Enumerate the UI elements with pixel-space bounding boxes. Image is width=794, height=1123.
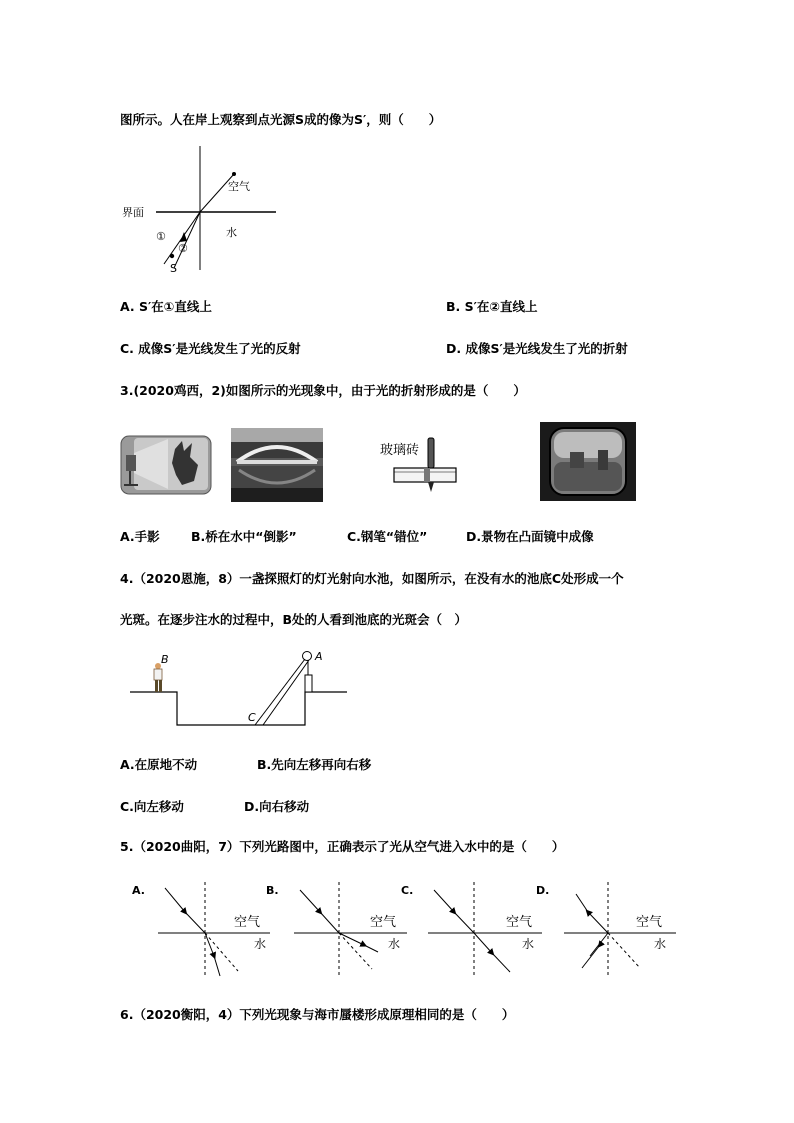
figure-b-air: 空气	[370, 915, 397, 930]
q4-option-a[interactable]: A.在原地不动	[120, 757, 198, 772]
label-c: C	[248, 711, 256, 724]
q2-option-b[interactable]: B. S′在②直线上	[446, 299, 538, 314]
q2-figure	[118, 140, 283, 275]
pool-outline	[130, 692, 347, 725]
figure-a	[132, 882, 270, 976]
q3-option-b[interactable]: B.桥在水中“倒影”	[191, 529, 297, 544]
q4-stem-line2: 光斑。在逐步注水的过程中，B处的人看到池底的光斑会（ ）	[120, 612, 468, 627]
figure-b-water: 水	[388, 937, 401, 951]
mark-2: ②	[178, 242, 188, 255]
figure-d-letter: D.	[536, 884, 550, 897]
figure-a-letter: A.	[132, 884, 145, 897]
beam-2	[263, 660, 309, 725]
label-s: S	[170, 262, 177, 275]
line-2	[174, 212, 200, 268]
q3-option-a[interactable]: A.手影	[120, 529, 160, 544]
figure-a-air: 空气	[234, 915, 261, 930]
label-a: A	[315, 650, 323, 663]
q3-option-d[interactable]: D.景物在凸面镜中成像	[466, 529, 594, 544]
q4-option-c[interactable]: C.向左移动	[120, 799, 184, 814]
bridge-reflection-image	[231, 428, 323, 502]
label-interface: 界面	[122, 206, 144, 219]
q2-option-d[interactable]: D. 成像S′是光线发生了光的折射	[446, 341, 628, 356]
q2-option-c[interactable]: C. 成像S′是光线发生了光的反射	[120, 341, 301, 356]
figure-d-water: 水	[654, 937, 667, 951]
figure-c-air: 空气	[506, 915, 533, 930]
q5-figures	[120, 876, 680, 981]
label-b: B	[161, 653, 169, 666]
q4-option-d[interactable]: D.向右移动	[244, 799, 310, 814]
pen-glass-brick-image	[378, 432, 470, 494]
ray-arrow	[180, 232, 187, 242]
beam-1	[255, 659, 305, 725]
figure-a-water: 水	[254, 937, 267, 951]
figure-c-water: 水	[522, 937, 535, 951]
eye-point	[232, 172, 236, 176]
figure-b-letter: B.	[266, 884, 279, 897]
figure-c-letter: C.	[401, 884, 414, 897]
figure-b	[266, 882, 407, 976]
mark-1: ①	[156, 230, 166, 243]
source-point	[170, 254, 174, 258]
q4-option-b[interactable]: B.先向左移再向右移	[257, 757, 372, 772]
q3-stem: 3.(2020鸡西，2)如图所示的光现象中，由于光的折射形成的是（ ）	[120, 383, 526, 398]
glass-brick-label: 玻璃砖	[380, 443, 420, 458]
q5-stem: 5.（2020曲阳，7）下列光路图中，正确表示了光从空气进入水中的是（ ）	[120, 839, 565, 854]
figure-c	[401, 882, 542, 976]
q4-figure	[125, 645, 350, 730]
hand-shadow-image	[120, 435, 212, 495]
q2-option-a[interactable]: A. S′在①直线上	[120, 299, 212, 314]
q3-option-c[interactable]: C.钢笔“错位”	[347, 529, 428, 544]
q2-stem: 图所示。人在岸上观察到点光源S成的像为S′，则（ ）	[120, 112, 442, 127]
convex-mirror-image	[540, 422, 636, 501]
figure-d	[536, 882, 676, 976]
searchlight	[303, 652, 312, 661]
q4-stem-line1: 4.（2020恩施，8）一盏探照灯的灯光射向水池，如图所示，在没有水的池底C处形成一个	[120, 571, 624, 586]
figure-d-air: 空气	[636, 915, 663, 930]
label-air: 空气	[228, 180, 250, 193]
q6-stem: 6.（2020衡阳，4）下列光现象与海市蜃楼形成原理相同的是（ ）	[120, 1007, 515, 1022]
label-water: 水	[226, 226, 237, 239]
